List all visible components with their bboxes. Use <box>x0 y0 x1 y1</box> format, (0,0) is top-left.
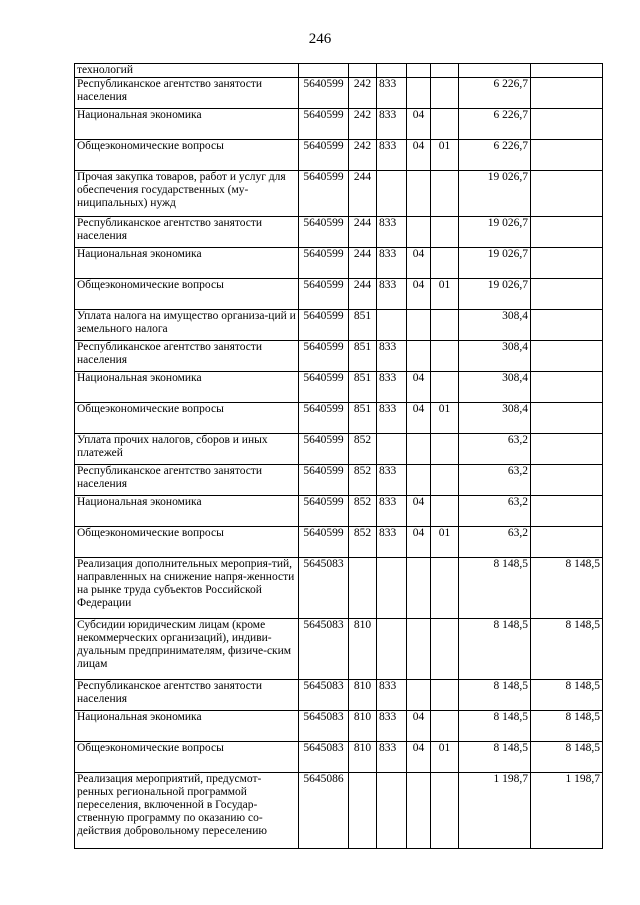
cell-name: Национальная экономика <box>75 248 299 279</box>
cell-amount-federal <box>531 78 603 109</box>
cell-name: Прочая закупка товаров, работ и услуг для обеспечения государственных (му-ниципальных) нужд <box>75 171 299 217</box>
cell-section: 04 <box>407 109 431 140</box>
cell-amount: 19 026,7 <box>459 248 531 279</box>
cell-section: 04 <box>407 248 431 279</box>
cell-expense-type: 244 <box>349 279 377 310</box>
cell-subsection: 01 <box>431 527 459 558</box>
cell-department-code: 833 <box>377 680 407 711</box>
table-row <box>75 140 603 171</box>
cell-name: Общеэкономические вопросы <box>75 279 299 310</box>
cell-section <box>407 310 431 341</box>
cell-expense-type: 242 <box>349 78 377 109</box>
cell-amount-federal: 1 198,7 <box>531 773 603 849</box>
cell-amount: 6 226,7 <box>459 140 531 171</box>
cell-section: 04 <box>407 496 431 527</box>
cell-subsection: 01 <box>431 403 459 434</box>
cell-section: 04 <box>407 403 431 434</box>
cell-name: Национальная экономика <box>75 496 299 527</box>
cell-department-code <box>377 773 407 849</box>
cell-subsection: 01 <box>431 279 459 310</box>
cell-target-article: 5645086 <box>299 773 349 849</box>
cell-amount: 19 026,7 <box>459 217 531 248</box>
cell-expense-type: 244 <box>349 217 377 248</box>
cell-department-code: 833 <box>377 217 407 248</box>
table-row <box>75 619 603 680</box>
cell-amount: 8 148,5 <box>459 619 531 680</box>
cell-amount-federal <box>531 64 603 78</box>
cell-target-article: 5640599 <box>299 496 349 527</box>
cell-amount: 19 026,7 <box>459 171 531 217</box>
page-number: 246 <box>308 31 332 47</box>
cell-target-article: 5645083 <box>299 680 349 711</box>
cell-amount: 6 226,7 <box>459 109 531 140</box>
cell-target-article: 5640599 <box>299 279 349 310</box>
cell-department-code: 833 <box>377 403 407 434</box>
cell-amount: 63,2 <box>459 465 531 496</box>
cell-expense-type: 851 <box>349 341 377 372</box>
table-row <box>75 434 603 465</box>
cell-amount-federal: 8 148,5 <box>531 680 603 711</box>
cell-amount: 8 148,5 <box>459 680 531 711</box>
cell-amount-federal <box>531 171 603 217</box>
cell-subsection <box>431 680 459 711</box>
cell-name: Республиканское агентство занятости населения <box>75 217 299 248</box>
cell-subsection <box>431 341 459 372</box>
cell-target-article <box>299 64 349 78</box>
cell-expense-type: 852 <box>349 496 377 527</box>
cell-amount: 6 226,7 <box>459 78 531 109</box>
cell-department-code: 833 <box>377 527 407 558</box>
cell-name: Республиканское агентство занятости населения <box>75 680 299 711</box>
cell-amount: 308,4 <box>459 310 531 341</box>
cell-subsection <box>431 78 459 109</box>
cell-amount: 8 148,5 <box>459 558 531 619</box>
cell-target-article: 5640599 <box>299 403 349 434</box>
cell-amount-federal <box>531 465 603 496</box>
table-row <box>75 341 603 372</box>
cell-name: Республиканское агентство занятости населения <box>75 341 299 372</box>
cell-section <box>407 78 431 109</box>
table-row <box>75 465 603 496</box>
cell-amount-federal <box>531 310 603 341</box>
cell-section: 04 <box>407 742 431 773</box>
cell-name: Национальная экономика <box>75 372 299 403</box>
budget-table-body <box>75 64 603 849</box>
cell-expense-type: 810 <box>349 680 377 711</box>
cell-amount-federal <box>531 217 603 248</box>
cell-expense-type: 851 <box>349 310 377 341</box>
cell-amount: 308,4 <box>459 403 531 434</box>
cell-amount: 63,2 <box>459 527 531 558</box>
cell-amount-federal <box>531 109 603 140</box>
cell-section <box>407 558 431 619</box>
cell-department-code <box>377 434 407 465</box>
cell-expense-type <box>349 558 377 619</box>
table-row <box>75 78 603 109</box>
cell-expense-type: 244 <box>349 171 377 217</box>
cell-amount-federal: 8 148,5 <box>531 619 603 680</box>
cell-target-article: 5640599 <box>299 78 349 109</box>
cell-target-article: 5640599 <box>299 527 349 558</box>
cell-subsection <box>431 711 459 742</box>
cell-department-code: 833 <box>377 109 407 140</box>
cell-name: Национальная экономика <box>75 109 299 140</box>
cell-target-article: 5640599 <box>299 372 349 403</box>
cell-amount: 19 026,7 <box>459 279 531 310</box>
cell-amount: 63,2 <box>459 434 531 465</box>
cell-subsection <box>431 496 459 527</box>
cell-department-code: 833 <box>377 341 407 372</box>
cell-name: Субсидии юридическим лицам (кроме некоммерческих организаций), индиви-дуальным предпринимателям, физиче-ским лицам <box>75 619 299 680</box>
cell-target-article: 5645083 <box>299 742 349 773</box>
cell-target-article: 5640599 <box>299 434 349 465</box>
cell-department-code <box>377 171 407 217</box>
cell-section: 04 <box>407 140 431 171</box>
cell-department-code <box>377 619 407 680</box>
table-row <box>75 711 603 742</box>
cell-target-article: 5640599 <box>299 171 349 217</box>
cell-amount-federal <box>531 248 603 279</box>
cell-expense-type: 810 <box>349 619 377 680</box>
cell-name: Общеэкономические вопросы <box>75 403 299 434</box>
cell-section: 04 <box>407 711 431 742</box>
cell-subsection <box>431 109 459 140</box>
cell-amount: 8 148,5 <box>459 742 531 773</box>
cell-amount-federal <box>531 279 603 310</box>
table-row <box>75 742 603 773</box>
cell-amount: 63,2 <box>459 496 531 527</box>
cell-name: Уплата прочих налогов, сборов и иных платежей <box>75 434 299 465</box>
cell-amount: 1 198,7 <box>459 773 531 849</box>
cell-subsection <box>431 619 459 680</box>
cell-subsection <box>431 434 459 465</box>
cell-expense-type: 810 <box>349 742 377 773</box>
cell-section <box>407 434 431 465</box>
cell-name: Общеэкономические вопросы <box>75 527 299 558</box>
cell-subsection <box>431 372 459 403</box>
cell-name: Уплата налога на имущество организа-ций и земельного налога <box>75 310 299 341</box>
cell-target-article: 5640599 <box>299 109 349 140</box>
cell-expense-type: 852 <box>349 527 377 558</box>
table-row <box>75 372 603 403</box>
cell-department-code: 833 <box>377 711 407 742</box>
cell-section <box>407 171 431 217</box>
cell-section <box>407 680 431 711</box>
cell-subsection <box>431 773 459 849</box>
table-row <box>75 279 603 310</box>
cell-department-code <box>377 558 407 619</box>
cell-department-code <box>377 64 407 78</box>
cell-target-article: 5640599 <box>299 248 349 279</box>
cell-department-code: 833 <box>377 496 407 527</box>
cell-expense-type: 851 <box>349 403 377 434</box>
cell-amount: 308,4 <box>459 372 531 403</box>
table-row <box>75 109 603 140</box>
table-row <box>75 403 603 434</box>
budget-table <box>74 63 603 849</box>
cell-section <box>407 64 431 78</box>
cell-expense-type: 244 <box>349 248 377 279</box>
cell-department-code: 833 <box>377 78 407 109</box>
cell-amount-federal <box>531 403 603 434</box>
cell-expense-type: 852 <box>349 434 377 465</box>
cell-department-code: 833 <box>377 742 407 773</box>
table-row <box>75 680 603 711</box>
cell-amount: 8 148,5 <box>459 711 531 742</box>
cell-target-article: 5640599 <box>299 465 349 496</box>
table-row <box>75 496 603 527</box>
cell-target-article: 5640599 <box>299 310 349 341</box>
cell-department-code: 833 <box>377 279 407 310</box>
cell-department-code: 833 <box>377 465 407 496</box>
cell-name: Реализация мероприятий, предусмот-ренных региональной программой переселения, включенной в Государ-ственную программу по оказанию со-действия добровольному переселению <box>75 773 299 849</box>
cell-section: 04 <box>407 527 431 558</box>
cell-expense-type <box>349 64 377 78</box>
cell-subsection <box>431 465 459 496</box>
table-row <box>75 310 603 341</box>
cell-target-article: 5645083 <box>299 711 349 742</box>
cell-amount-federal: 8 148,5 <box>531 711 603 742</box>
cell-subsection <box>431 248 459 279</box>
cell-section <box>407 619 431 680</box>
cell-amount-federal <box>531 434 603 465</box>
cell-section <box>407 465 431 496</box>
table-row <box>75 773 603 849</box>
cell-target-article: 5640599 <box>299 140 349 171</box>
cell-amount-federal <box>531 341 603 372</box>
cell-subsection <box>431 310 459 341</box>
table-row <box>75 217 603 248</box>
cell-amount: 308,4 <box>459 341 531 372</box>
cell-amount-federal: 8 148,5 <box>531 558 603 619</box>
cell-expense-type <box>349 773 377 849</box>
cell-subsection: 01 <box>431 742 459 773</box>
cell-amount-federal: 8 148,5 <box>531 742 603 773</box>
cell-section <box>407 217 431 248</box>
cell-expense-type: 852 <box>349 465 377 496</box>
cell-subsection <box>431 217 459 248</box>
cell-amount-federal <box>531 140 603 171</box>
cell-target-article: 5640599 <box>299 217 349 248</box>
cell-amount <box>459 64 531 78</box>
cell-name: Национальная экономика <box>75 711 299 742</box>
table-row <box>75 171 603 217</box>
cell-target-article: 5640599 <box>299 341 349 372</box>
cell-amount-federal <box>531 527 603 558</box>
cell-expense-type: 810 <box>349 711 377 742</box>
table-row <box>75 558 603 619</box>
cell-name: Республиканское агентство занятости населения <box>75 465 299 496</box>
cell-name: технологий <box>75 64 299 78</box>
cell-department-code: 833 <box>377 140 407 171</box>
cell-name: Республиканское агентство занятости населения <box>75 78 299 109</box>
cell-section <box>407 773 431 849</box>
table-row <box>75 527 603 558</box>
cell-department-code: 833 <box>377 248 407 279</box>
cell-name: Общеэкономические вопросы <box>75 742 299 773</box>
cell-expense-type: 851 <box>349 372 377 403</box>
cell-subsection <box>431 64 459 78</box>
cell-amount-federal <box>531 372 603 403</box>
cell-name: Общеэкономические вопросы <box>75 140 299 171</box>
table-row <box>75 248 603 279</box>
cell-name: Реализация дополнительных мероприя-тий, направленных на снижение напря-женности на рынке труда субъектов Российской Федерации <box>75 558 299 619</box>
cell-target-article: 5645083 <box>299 558 349 619</box>
cell-section: 04 <box>407 372 431 403</box>
cell-subsection <box>431 171 459 217</box>
cell-section: 04 <box>407 279 431 310</box>
cell-expense-type: 242 <box>349 140 377 171</box>
cell-section <box>407 341 431 372</box>
table-row <box>75 64 603 78</box>
cell-subsection: 01 <box>431 140 459 171</box>
cell-department-code <box>377 310 407 341</box>
cell-target-article: 5645083 <box>299 619 349 680</box>
cell-amount-federal <box>531 496 603 527</box>
cell-expense-type: 242 <box>349 109 377 140</box>
cell-department-code: 833 <box>377 372 407 403</box>
cell-subsection <box>431 558 459 619</box>
